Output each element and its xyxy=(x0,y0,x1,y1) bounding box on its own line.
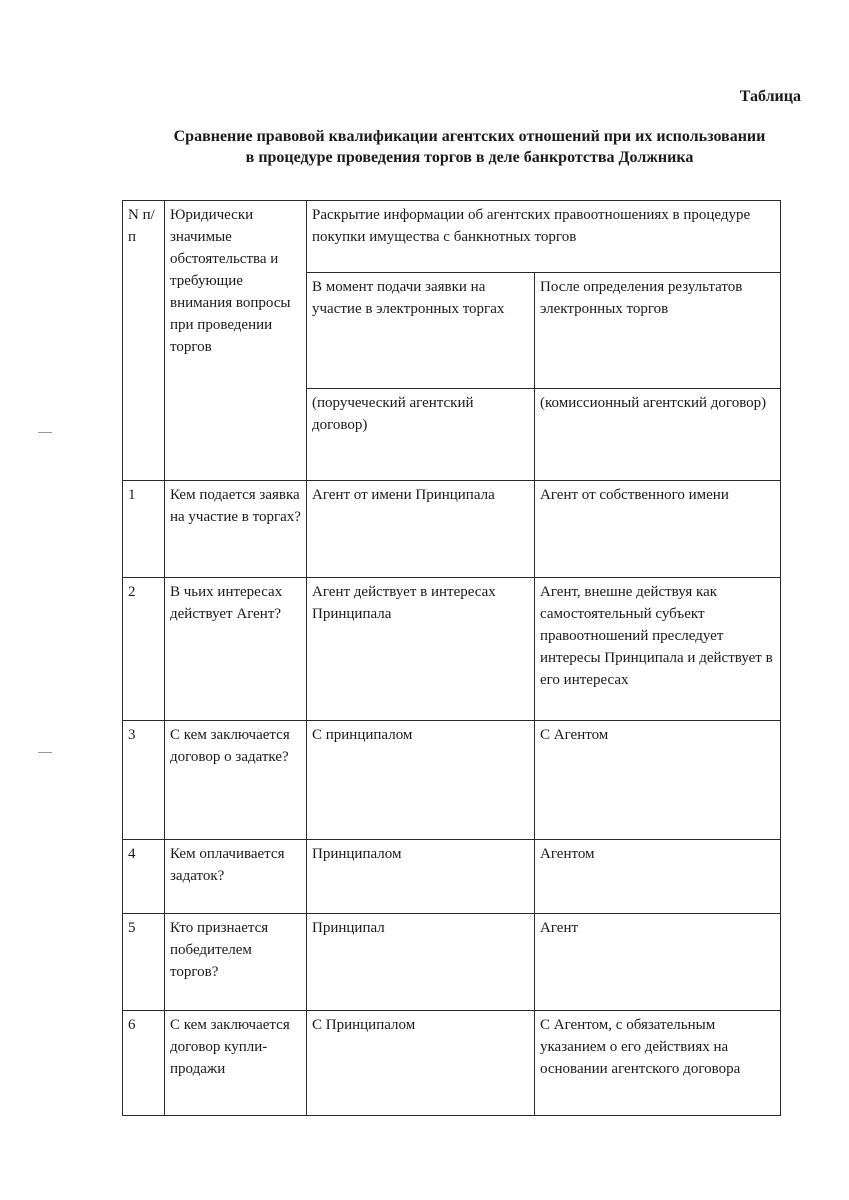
table-row xyxy=(123,840,781,914)
row-value-b: Агентом xyxy=(535,840,781,914)
row-value-a: С принципалом xyxy=(307,721,535,840)
row-value-b: С Агентом xyxy=(535,721,781,840)
row-value-b: Агент от собственного имени xyxy=(535,481,781,578)
row-value-a: Агент действует в интересах Принципала xyxy=(307,578,535,721)
title-line-2: в процедуре проведения торгов в деле банкротства Должника xyxy=(245,149,694,166)
row-question: С кем заключается договор о задатке? xyxy=(165,721,307,840)
row-number: 4 xyxy=(123,840,165,914)
row-value-a: Принципалом xyxy=(307,840,535,914)
row-question: Кем подается заявка на участие в торгах? xyxy=(165,481,307,578)
header-column-a-type: (поручеческий агентский договор) xyxy=(307,389,535,481)
row-value-a: Агент от имени Принципала xyxy=(307,481,535,578)
table-row xyxy=(123,481,781,578)
table-label: Таблица xyxy=(739,88,801,105)
margin-mark xyxy=(38,752,52,753)
row-value-b: С Агентом, с обязательным указанием о его действиях на основании агентского договора xyxy=(535,1011,781,1116)
row-number: 6 xyxy=(123,1011,165,1116)
header-column-b-type: (комиссионный агентский договор) xyxy=(535,389,781,481)
row-number: 3 xyxy=(123,721,165,840)
row-question: Кто признается победителем торгов? xyxy=(165,914,307,1011)
row-value-a: С Принципалом xyxy=(307,1011,535,1116)
document-title xyxy=(0,126,849,168)
header-column-b: После определения результатов электронных торгов xyxy=(535,273,781,389)
header-column-a: В момент подачи заявки на участие в электронных торгах xyxy=(307,273,535,389)
row-number: 2 xyxy=(123,578,165,721)
header-number: N п/п xyxy=(123,201,165,481)
title-line-1: Сравнение правовой квалификации агентских отношений при их использовании xyxy=(173,128,766,145)
header-disclosure: Раскрытие информации об агентских правоотношениях в процедуре покупки имущества с банкнотных торгов xyxy=(307,201,781,273)
header-question: Юридически значимые обстоятельства и требующие внимания вопросы при проведении торгов xyxy=(165,201,307,481)
row-value-b: Агент xyxy=(535,914,781,1011)
row-question: В чьих интересах действует Агент? xyxy=(165,578,307,721)
margin-mark xyxy=(38,432,52,433)
table-row xyxy=(123,578,781,721)
row-question: С кем заключается договор купли-продажи xyxy=(165,1011,307,1116)
table-row xyxy=(123,1011,781,1116)
row-number: 5 xyxy=(123,914,165,1011)
row-value-a: Принципал xyxy=(307,914,535,1011)
row-value-b: Агент, внешне действуя как самостоятельный субъект правоотношений преследует интересы Принципала и действует в его интересах xyxy=(535,578,781,721)
table-row xyxy=(123,914,781,1011)
table-row xyxy=(123,721,781,840)
comparison-table xyxy=(122,200,781,1116)
row-question: Кем оплачивается задаток? xyxy=(165,840,307,914)
row-number: 1 xyxy=(123,481,165,578)
